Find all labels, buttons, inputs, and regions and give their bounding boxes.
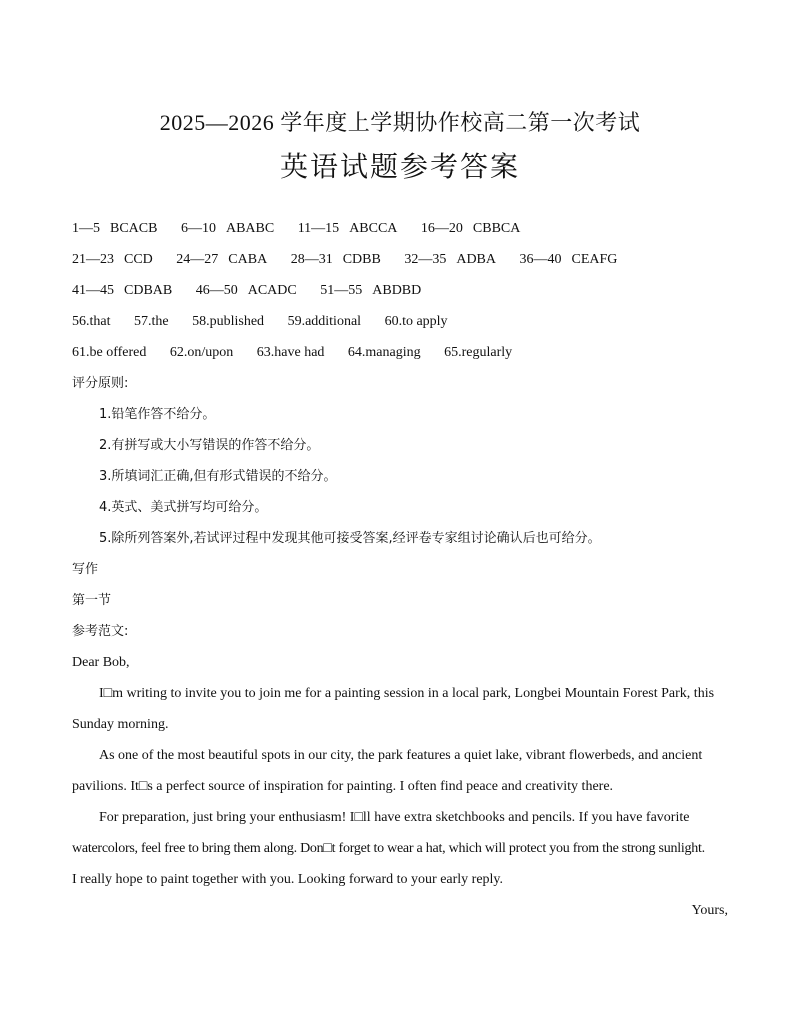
answer-letters: ACADC [247,283,297,298]
answer-row-2 [72,251,617,269]
scoring-rule: 2.有拼写或大小写错误的作答不给分。 [99,438,320,453]
answer-letters: CABA [228,252,268,267]
answer-range: 24—27 [176,252,219,267]
answer-word: 63.have had [256,345,325,360]
answer-range: 16—20 [420,221,463,236]
answer-word: 60.to apply [384,314,448,329]
answer-word: 62.on/upon [169,345,234,360]
answer-letters: CEAFG [571,252,618,267]
scoring-rule: 4.英式、美式拼写均可给分。 [99,500,268,515]
salutation: Dear Bob, [72,655,130,670]
answer-range: 21—23 [72,252,114,267]
letter-line: watercolors, feel free to bring them along. Don□t forget to wear a hat, which will protect you from the strong sunlight. [72,841,705,856]
writing-heading: 写作 [72,562,99,577]
answer-range: 1—5 [72,221,100,236]
answer-range: 32—35 [404,252,447,267]
answer-letters: ABABC [225,221,275,236]
exam-title: 2025—2026 学年度上学期协作校高二第一次考试 [159,110,641,135]
sample-label: 参考范文: [72,624,129,639]
answer-word: 59.additional [287,314,362,329]
answer-letters: CCD [124,252,153,267]
answer-range: 46—50 [195,283,238,298]
answer-letters: CDBB [342,252,381,267]
answer-word: 56.that [72,314,111,329]
answer-letters: ABDBD [372,283,422,298]
scoring-heading: 评分原则: [72,376,129,391]
answer-letters: CDBAB [124,283,173,298]
letter-line: pavilions. It□s a perfect source of inspiration for painting. I often find peace and creativity there. [72,779,614,794]
section-heading: 第一节 [72,593,112,608]
answer-word: 64.managing [347,345,421,360]
answer-word: 61.be offered [72,345,147,360]
answer-row-5 [72,344,512,362]
closing: Yours, [691,903,728,918]
scoring-rule: 3.所填词汇正确,但有形式错误的不给分。 [99,469,337,484]
answer-word: 65.regularly [444,345,513,360]
answer-letters: BCACB [110,221,158,236]
letter-line: As one of the most beautiful spots in our city, the park features a quiet lake, vibrant flowerbeds, and ancient [99,748,703,763]
scoring-rule: 5.除所列答案外,若试评过程中发现其他可接受答案,经评卷专家组讨论确认后也可给分。 [99,531,601,546]
answer-letters: ADBA [456,252,496,267]
answer-row-4 [72,313,448,331]
answer-range: 51—55 [320,283,363,298]
letter-line: Sunday morning. [72,717,169,732]
answer-letters: ABCCA [349,221,398,236]
letter-line: For preparation, just bring your enthusiasm! I□ll have extra sketchbooks and pencils. If you have favorite [99,810,690,825]
answer-word: 57.the [134,314,169,329]
answer-range: 11—15 [297,221,340,236]
answer-range: 28—31 [290,252,333,267]
answer-word: 58.published [192,314,265,329]
answer-key-title: 英语试题参考答案 [279,152,520,183]
answer-range: 41—45 [72,283,114,298]
answer-range: 36—40 [519,252,562,267]
scoring-rule: 1.铅笔作答不给分。 [99,407,216,422]
answer-range: 6—10 [180,221,216,236]
letter-line: I really hope to paint together with you. Looking forward to your early reply. [72,872,504,887]
answer-row-1 [72,220,520,238]
answer-row-3 [72,282,421,300]
letter-line: I□m writing to invite you to join me for a painting session in a local park, Longbei Mountain Forest Park, this [99,686,715,701]
answer-letters: CBBCA [472,221,521,236]
